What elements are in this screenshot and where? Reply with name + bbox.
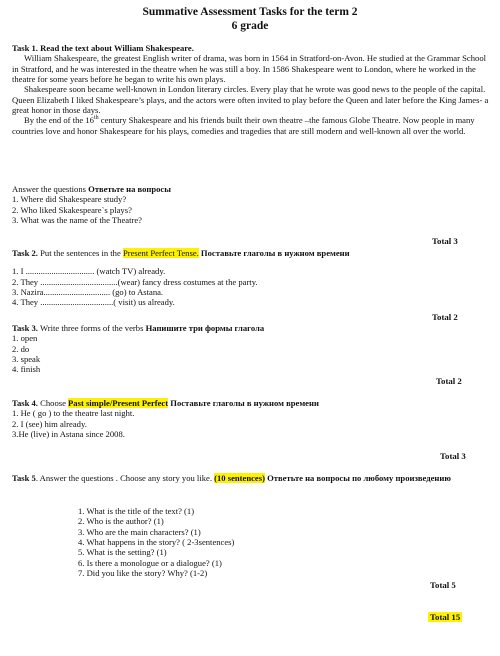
task1-questions bbox=[12, 184, 492, 225]
task2-item: 1. I ................................ (watch TV) already. bbox=[12, 266, 166, 277]
questions-label-en: Answer the questions bbox=[12, 184, 89, 194]
task2-item: 4. They ..................................( visit) us already. bbox=[12, 297, 175, 308]
task2-item: 3. Nazira............................... (go) to Astana. bbox=[12, 286, 164, 297]
task1-question: 2. Who liked Skakespeare`s plays? bbox=[12, 204, 132, 215]
task3-instruction-ru: Напишите три формы глагола bbox=[145, 323, 265, 333]
task5-heading bbox=[12, 473, 492, 483]
task2-instruction-ru: Поставьте глаголы в нужном времени bbox=[198, 248, 350, 258]
grand-total bbox=[428, 612, 462, 623]
task4-item: 3.He (live) in Astana since 2008. bbox=[12, 428, 125, 439]
task1-heading-text: Read the text about William Shakespeare. bbox=[40, 43, 194, 53]
task4-highlight: Past simple/Present Perfect bbox=[68, 398, 169, 408]
task5-item: 7. Did you like the story? Why? (1-2) bbox=[78, 567, 208, 578]
task3-label: Task 3. bbox=[12, 323, 38, 333]
task1-total: Total 3 bbox=[432, 236, 458, 246]
task2-highlight: Present Perfect Tense. bbox=[122, 248, 199, 258]
task3-total: Total 2 bbox=[436, 376, 462, 386]
task5-instruction: . Answer the questions . Choose any story you like. bbox=[35, 473, 215, 483]
task3-heading bbox=[12, 323, 492, 333]
task5-label: Task 5 bbox=[12, 473, 36, 483]
task5-questions bbox=[78, 506, 478, 578]
task3-item: 4. finish bbox=[12, 364, 41, 375]
task5-item: 4. What happens in the story? ( 2-3sentences) bbox=[78, 536, 235, 547]
task5-item: 1. What is the title of the text? (1) bbox=[78, 506, 195, 516]
task1-section bbox=[12, 43, 492, 136]
task4-instruction-ru: Поставьте глаголы в нужном времени bbox=[168, 398, 319, 408]
task1-question: 1. Where did Shakespeare study? bbox=[12, 194, 127, 205]
task1-paragraph-1: William Shakespeare, the greatest English writer of drama, was born in 1564 in Stratford-on-Avon. He studied at the Grammar School in Stratford, and he was interested in the theatre when he was still a boy. In 1586 Shakespeare went to London, where he worked in the theatre for some years before he began to write his own plays. bbox=[12, 53, 487, 84]
task4-total: Total 3 bbox=[440, 451, 466, 461]
task3-section bbox=[12, 323, 492, 375]
task1-p3-rest: century Shakespeare and his friends built their own theatre –the famous Globe Theatre. Now people in many countries love and honor Shakespeare for his plays, comedies and tragedies that are still modern and well-known all over the world. bbox=[12, 115, 475, 136]
task4-item: 1. He ( go ) to the theatre last night. bbox=[12, 408, 135, 419]
task4-instruction: Choose bbox=[37, 398, 69, 408]
task3-item: 3. speak bbox=[12, 353, 41, 364]
task1-p3-start: By the end of the 16 bbox=[24, 115, 94, 126]
task4-label: Task 4. bbox=[12, 398, 38, 408]
grand-total-text: Total 15 bbox=[430, 612, 461, 622]
document-grade: 6 grade bbox=[231, 20, 269, 32]
task1-paragraph-3 bbox=[12, 115, 492, 136]
questions-label-ru: Ответьте на вопросы bbox=[88, 184, 171, 194]
task2-instruction: Put the sentences in the bbox=[37, 248, 123, 258]
task2-item: 2. They ....................................(wear) fancy dress costumes at the party. bbox=[12, 276, 258, 287]
task4-heading bbox=[12, 398, 492, 408]
task3-item: 1. open bbox=[12, 333, 38, 344]
task2-heading bbox=[12, 248, 492, 258]
task2-total: Total 2 bbox=[432, 312, 458, 322]
task1-question: 3. What was the name of the Theatre? bbox=[12, 214, 142, 225]
task5-item: 6. Is there a monologue or a dialogue? (1) bbox=[78, 557, 222, 568]
task1-paragraph-2: Shakespeare soon became well-known in London literary circles. Every play that he wrote was good news to the people of the capital. Queen Elizabeth I liked Shakespeare’s plays, and the actors were often invited to play before the Queen and later before the King James- a great honor in those days. bbox=[12, 84, 489, 115]
task5-item: 2. Who is the author? (1) bbox=[78, 516, 164, 527]
task5-highlight: (10 sentences) bbox=[214, 473, 265, 483]
task5-item: 3. Who are the main characters? (1) bbox=[78, 526, 201, 537]
task1-questions-label bbox=[12, 184, 492, 194]
task5-instruction-ru: Ответьте на вопросы по любому произведению bbox=[264, 473, 451, 483]
task5-item: 5. What is the setting? (1) bbox=[78, 547, 167, 558]
task2-section bbox=[12, 248, 492, 308]
task4-item: 2. I (see) him already. bbox=[12, 418, 87, 429]
document-title: Summative Assessment Tasks for the term 2 bbox=[142, 6, 358, 18]
task5-total: Total 5 bbox=[430, 580, 456, 590]
task2-label: Task 2. bbox=[12, 248, 38, 258]
task3-item: 2. do bbox=[12, 343, 30, 354]
task1-heading bbox=[12, 43, 492, 53]
task3-instruction: Write three forms of the verbs bbox=[37, 323, 146, 333]
task5-section bbox=[12, 473, 492, 483]
task1-p3-sup: th bbox=[93, 115, 99, 122]
task4-section bbox=[12, 398, 492, 439]
task1-label: Task 1. bbox=[12, 43, 38, 53]
